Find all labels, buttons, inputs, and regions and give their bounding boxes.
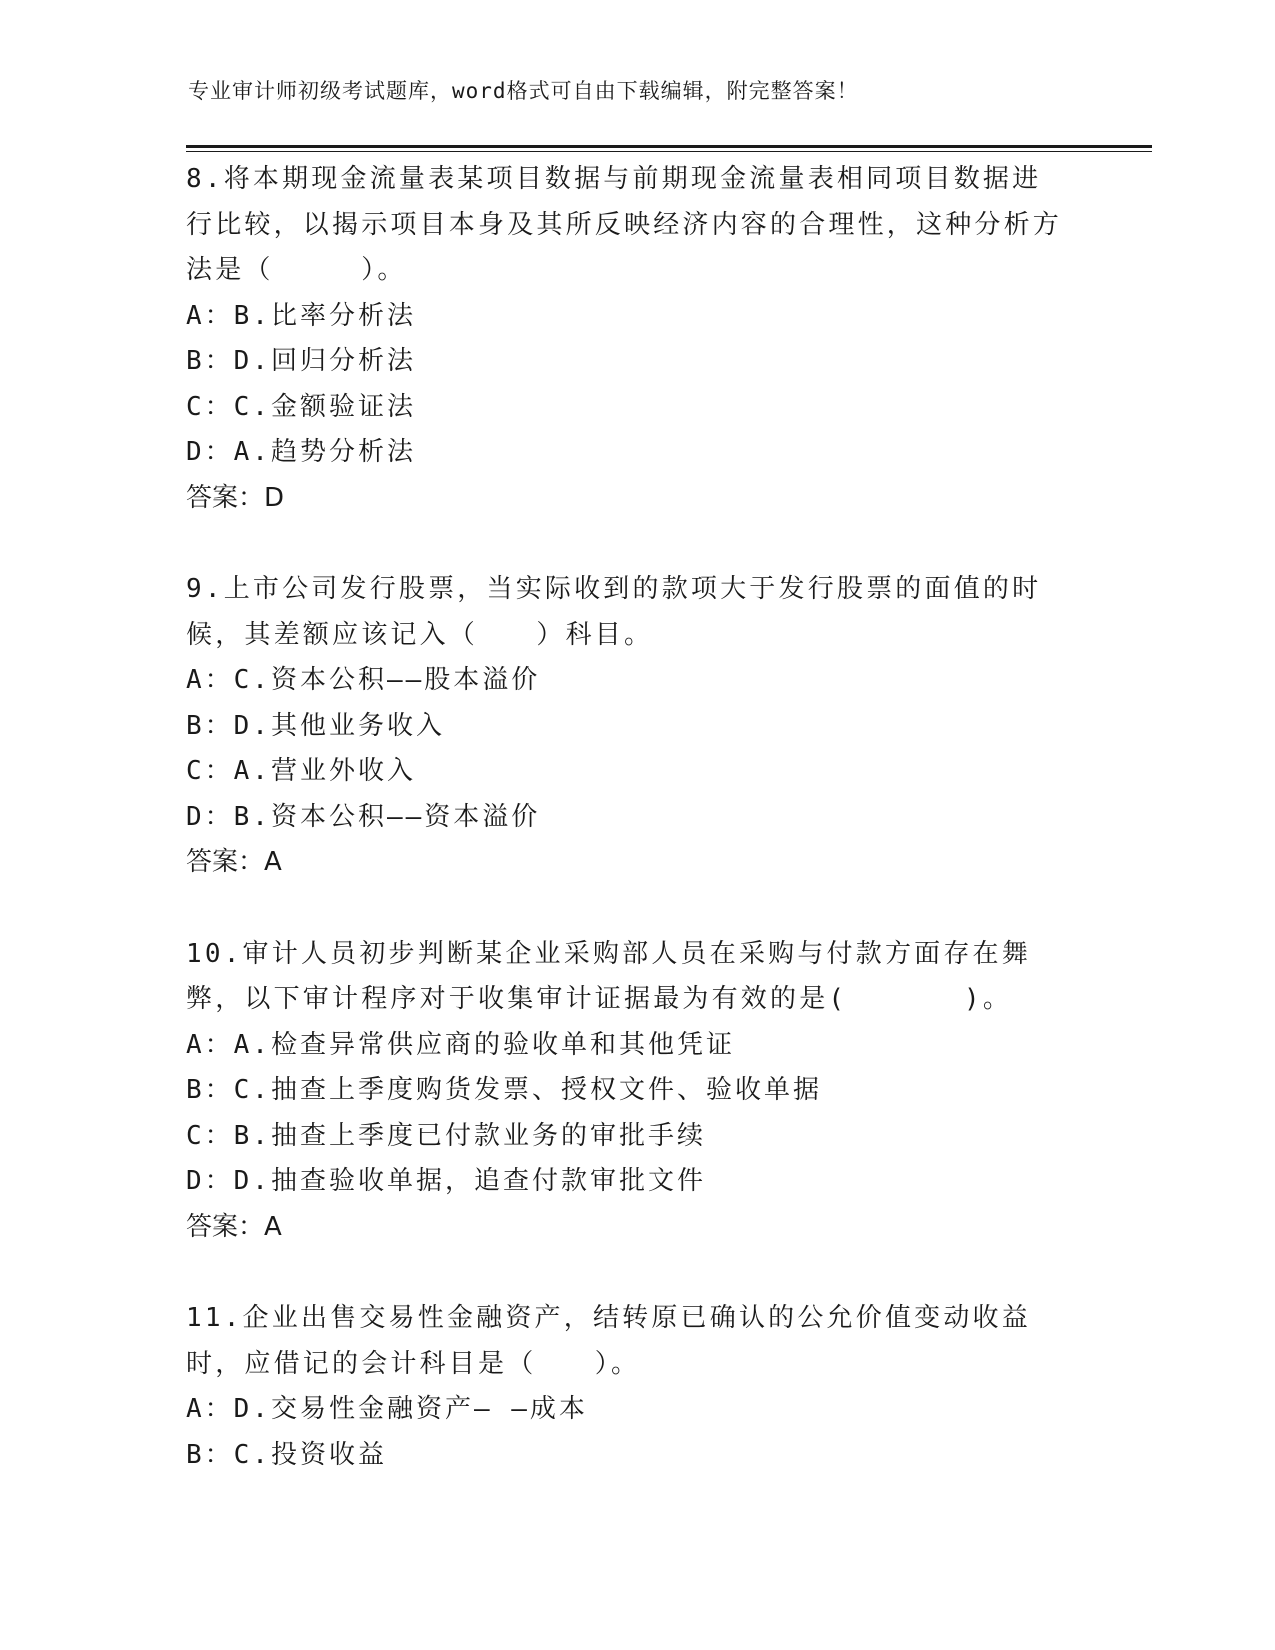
option-c: C：B.抽查上季度已付款业务的审批手续 [186, 1120, 706, 1151]
answer: 答案：D [186, 482, 285, 513]
answer: 答案：A [186, 847, 282, 877]
option-b: B：C.抽查上季度购货发票、授权文件、验收单据 [186, 1075, 822, 1105]
option-b: B：C.投资收益 [186, 1439, 387, 1470]
option-b: B：D.其他业务收入 [186, 710, 445, 741]
option-d: D：D.抽查验收单据，追查付款审批文件 [186, 1166, 706, 1196]
header-rule-thick [186, 145, 1152, 148]
option-c: C：A.营业外收入 [186, 756, 416, 786]
option-a: A：B.比率分析法 [186, 300, 416, 331]
option-c: C：C.金额验证法 [186, 391, 416, 422]
question-8 [186, 157, 1066, 521]
option-d: D：A.趋势分析法 [186, 437, 416, 467]
question-list [186, 157, 1066, 1524]
question-9 [186, 567, 1066, 886]
question-11 [186, 1296, 1066, 1478]
header-rule-thin [186, 151, 1152, 152]
option-a: A：C.资本公积——股本溢价 [186, 665, 541, 695]
header-text: 专业审计师初级考试题库，word格式可自由下载编辑，附完整答案！ [188, 79, 859, 103]
question-stem: 10.审计人员初步判断某企业采购部人员在采购与付款方面存在舞弊，以下审计程序对于收集审计证据最为有效的是( )。 [186, 938, 1031, 1014]
question-stem: 9.上市公司发行股票，当实际收到的款项大于发行股票的面值的时候，其差额应该记入（ ）科目。 [186, 574, 1042, 650]
question-stem: 8.将本期现金流量表某项目数据与前期现金流量表相同项目数据进行比较，以揭示项目本身及其所反映经济内容的合理性，这种分析方法是（ ）。 [186, 164, 1063, 285]
answer: 答案：A [186, 1211, 282, 1242]
question-10 [186, 932, 1066, 1251]
option-b: B：D.回归分析法 [186, 346, 416, 376]
option-d: D：B.资本公积——资本溢价 [186, 801, 541, 832]
option-a: A：A.检查异常供应商的验收单和其他凭证 [186, 1029, 735, 1060]
question-stem: 11.企业出售交易性金融资产，结转原已确认的公允价值变动收益时，应借记的会计科目是（ ）。 [186, 1303, 1031, 1379]
option-a: A：D.交易性金融资产— —成本 [186, 1394, 588, 1424]
